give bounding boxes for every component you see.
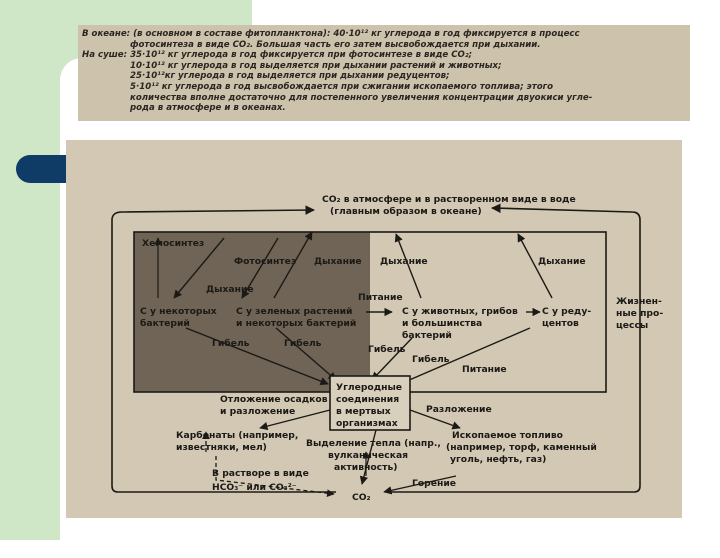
label-center-2: соединения — [336, 394, 400, 405]
label-center-4: организмах — [336, 418, 398, 429]
label-life-3: цессы — [616, 320, 649, 331]
label-fossil-3: уголь, нефть, газ) — [450, 454, 547, 465]
label-respiration-animals: Дыхание — [380, 256, 428, 267]
text-line-reducers: 25·10¹²кг углерода в год выделяется при дыхании редуцентов; — [130, 71, 450, 82]
label-respiration-reducers: Дыхание — [538, 256, 586, 267]
label-center-3: в мертвых — [336, 406, 391, 417]
text-line-fuel: 5·10¹² кг углерода в год высвобождается при сжигании ископаемого топлива; этого — [130, 81, 553, 92]
label-reducers-2: центов — [542, 318, 579, 329]
label-death-1: Гибель — [212, 338, 250, 349]
label-nutrition-top: Питание — [358, 292, 403, 303]
label-heat-1: Выделение тепла (напр., — [306, 438, 441, 449]
label-plants-1: С у зеленых растений — [236, 306, 353, 317]
label-solution-1: В растворе в виде — [212, 468, 309, 479]
label-death-4: Гибель — [412, 354, 450, 365]
label-nutrition-bottom: Питание — [462, 364, 507, 375]
label-respiration-plants: Дыхание — [314, 256, 362, 267]
label-sediment-1: Отложение осадков — [220, 394, 328, 405]
label-center-1: Углеродные — [336, 382, 403, 393]
label-atmosphere-2: (главным образом в океане) — [330, 206, 482, 217]
carbon-cycle-diagram — [66, 140, 682, 518]
label-sediment-2: и разложение — [220, 406, 296, 417]
label-bacteria-1: С у некоторых — [140, 306, 217, 317]
text-line-ocean: В океане: (в основном в составе фитопланктона): 40·10¹² кг углерода в год фиксируется в процесс — [82, 29, 580, 39]
label-respiration-bacteria: Дыхание — [206, 284, 254, 295]
label-decomposition: Разложение — [426, 404, 492, 415]
label-fossil-1: Ископаемое топливо — [452, 430, 563, 441]
label-reducers-1: С у реду- — [542, 306, 592, 317]
label-heat-3: активность) — [334, 462, 398, 473]
label-carbonates-1: Карбонаты (например, — [176, 430, 299, 441]
text-line-land: На суше: 35·10¹² кг углерода в год фиксируется при фотосинтезе в виде CO₂; — [82, 50, 473, 61]
label-atmosphere-1: CO₂ в атмосфере и в растворенном виде в воде — [322, 194, 576, 205]
label-co2-bottom: CO₂ — [352, 492, 371, 503]
label-animals-3: бактерий — [402, 330, 452, 341]
label-life-1: Жизнен- — [616, 296, 662, 307]
top-scanned-text — [78, 25, 690, 121]
text-line-fuel-cont: количества вполне достаточно для постепенного увеличения концентрации двуокиси угле- — [130, 92, 593, 103]
text-line-ocean-cont: фотосинтеза в виде CO₂. Большая часть его затем высвобождается при дыхании. — [130, 39, 541, 50]
label-life-2: ные про- — [616, 308, 664, 319]
carbon-cycle-svg — [66, 140, 682, 518]
text-line-fuel-end: рода в атмосфере и в океанах. — [130, 103, 286, 114]
text-line-respiration: 10·10¹² кг углерода в год выделяется при дыхании растений и животных; — [130, 60, 502, 71]
label-combustion: Горение — [412, 478, 456, 489]
label-heat-2: вулканическая — [328, 450, 409, 461]
label-bacteria-2: бактерий — [140, 318, 190, 329]
label-animals-2: и большинства — [402, 318, 483, 329]
label-photosynthesis: Фотосинтез — [234, 256, 297, 267]
label-fossil-2: (например, торф, каменный — [446, 442, 597, 453]
label-death-2: Гибель — [284, 338, 322, 349]
label-death-3: Гибель — [368, 344, 406, 355]
label-carbonates-2: известняки, мел) — [176, 442, 267, 453]
label-solution-2: HCO₃⁻ или CO₃²⁻ — [212, 482, 297, 493]
label-plants-2: и некоторых бактерий — [236, 318, 357, 329]
label-chemosynthesis: Хемосинтез — [142, 238, 205, 249]
label-animals-1: С у животных, грибов — [402, 306, 518, 317]
